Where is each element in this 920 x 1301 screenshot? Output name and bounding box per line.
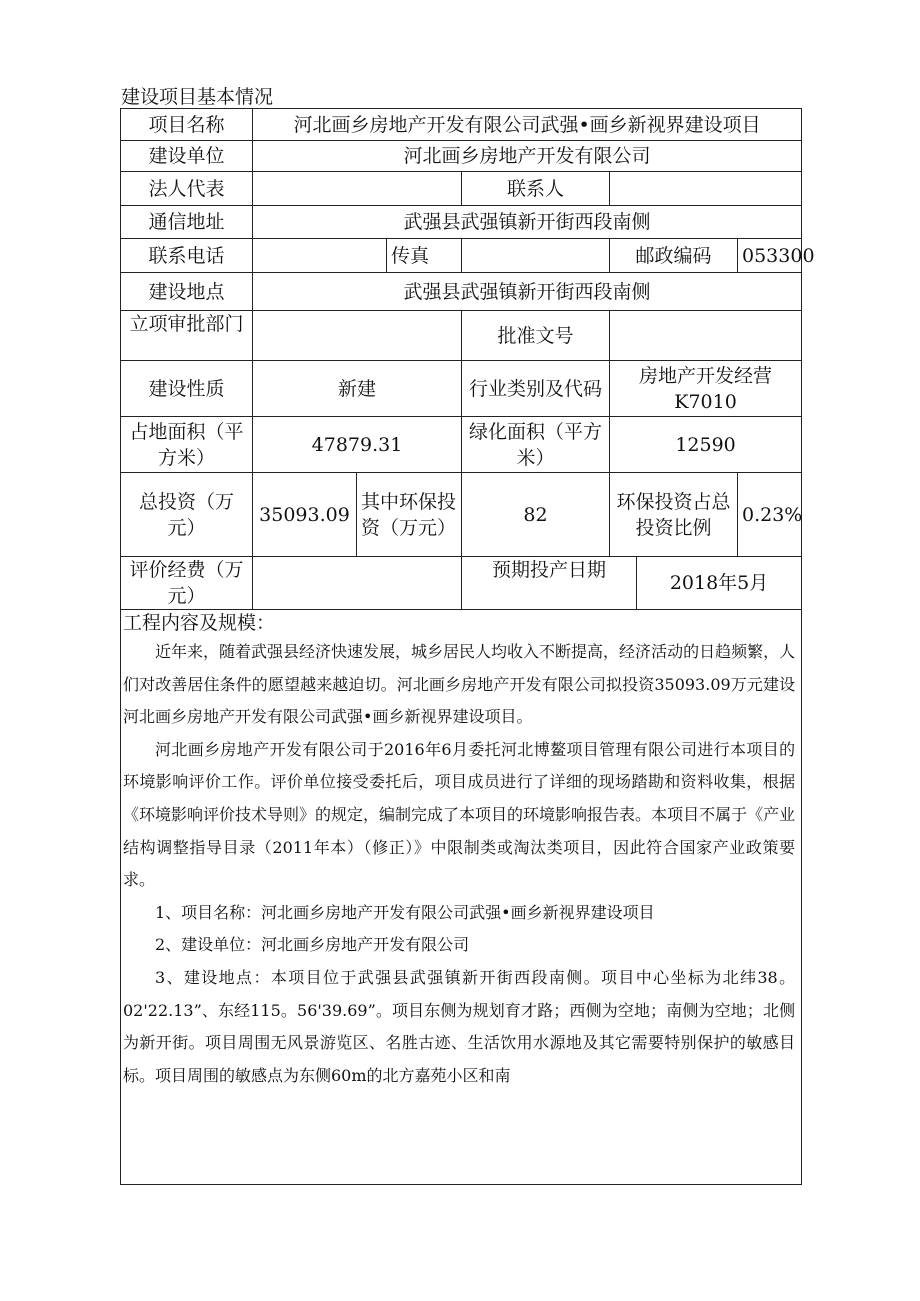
project-info-table xyxy=(120,108,815,1185)
area-label: 占地面积（平方米） xyxy=(121,417,253,473)
area-value: 47879.31 xyxy=(253,417,462,473)
green-area-label: 绿化面积（平方米） xyxy=(462,417,610,473)
address-value: 武强县武强镇新开街西段南侧 xyxy=(253,206,802,239)
expected-date-value: 2018年5月 xyxy=(637,557,802,610)
address-label: 通信地址 xyxy=(121,206,253,239)
investment-label: 总投资（万元） xyxy=(121,473,253,557)
content-section xyxy=(121,610,802,1185)
contact-label: 联系人 xyxy=(462,172,610,206)
eval-fee-label: 评价经费（万元） xyxy=(121,557,253,610)
nature-value: 新建 xyxy=(253,361,462,417)
approval-value xyxy=(253,311,462,361)
content-paragraph: 3、建设地点：本项目位于武强县武强镇新开街西段南侧。项目中心坐标为北纬38。02'22.13”、东经115。56'39.69”。项目东侧为规划育才路；西侧为空地；南侧为空地；北侧为新开街。项目周围无风景游览区、名胜古迹、生活饮用水源地及其它需要特别保护的敏感目标。项目周围的敏感点为东侧60m的北方嘉苑小区和南 xyxy=(123,967,796,1085)
env-ratio-value: 0.23% xyxy=(738,473,802,557)
nature-label: 建设性质 xyxy=(121,361,253,417)
phone-label: 联系电话 xyxy=(121,239,253,273)
builder-value: 河北画乡房地产开发有限公司 xyxy=(253,141,802,172)
builder-label: 建设单位 xyxy=(121,141,253,172)
contact-value xyxy=(610,172,802,206)
approval-doc-value xyxy=(610,311,802,361)
approval-label: 立项审批部门 xyxy=(121,311,253,361)
env-investment-label: 其中环保投资（万元） xyxy=(357,473,462,557)
phone-value xyxy=(253,239,387,273)
postcode-label: 邮政编码 xyxy=(610,239,738,273)
site-value: 武强县武强镇新开街西段南侧 xyxy=(253,273,802,311)
industry-label: 行业类别及代码 xyxy=(462,361,610,417)
expected-date-label: 预期投产日期 xyxy=(462,557,637,610)
page-title: 建设项目基本情况 xyxy=(121,86,274,108)
site-label: 建设地点 xyxy=(121,273,253,311)
legal-rep-label: 法人代表 xyxy=(121,172,253,206)
green-area-value: 12590 xyxy=(610,417,802,473)
legal-rep-value xyxy=(253,172,462,206)
env-investment-value: 82 xyxy=(462,473,610,557)
postcode-value: 053300 xyxy=(738,239,802,273)
content-heading: 工程内容及规模： xyxy=(123,612,276,634)
investment-value: 35093.09 xyxy=(253,473,357,557)
content-paragraph: 2、建设单位：河北画乡房地产开发有限公司 xyxy=(155,935,470,955)
project-name-label: 项目名称 xyxy=(121,109,253,141)
content-paragraph: 河北画乡房地产开发有限公司于2016年6月委托河北博鳌项目管理有限公司进行本项目的环境影响评价工作。评价单位接受委托后，项目成员进行了详细的现场踏勘和资料收集，根据《环境影响评价技术导则》的规定，编制完成了本项目的环境影响报告表。本项目不属于《产业结构调整指导目录（2011年本）（修正）》中限制类或淘汰类项目，因此符合国家产业政策要求。 xyxy=(123,739,796,890)
approval-doc-label: 批准文号 xyxy=(462,311,610,361)
content-paragraph: 1、项目名称：河北画乡房地产开发有限公司武强•画乡新视界建设项目 xyxy=(155,902,655,922)
eval-fee-value xyxy=(253,557,462,610)
industry-value: 房地产开发经营K7010 xyxy=(610,361,802,417)
fax-label: 传真 xyxy=(387,239,462,273)
env-ratio-label: 环保投资占总投资比例 xyxy=(610,473,738,557)
fax-value xyxy=(462,239,610,273)
project-name-value: 河北画乡房地产开发有限公司武强•画乡新视界建设项目 xyxy=(253,109,802,141)
content-paragraph: 近年来，随着武强县经济快速发展，城乡居民人均收入不断提高，经济活动的日趋频繁，人们对改善居住条件的愿望越来越迫切。河北画乡房地产开发有限公司拟投资35093.09万元建设河北画乡房地产开发有限公司武强•画乡新视界建设项目。 xyxy=(123,642,796,727)
